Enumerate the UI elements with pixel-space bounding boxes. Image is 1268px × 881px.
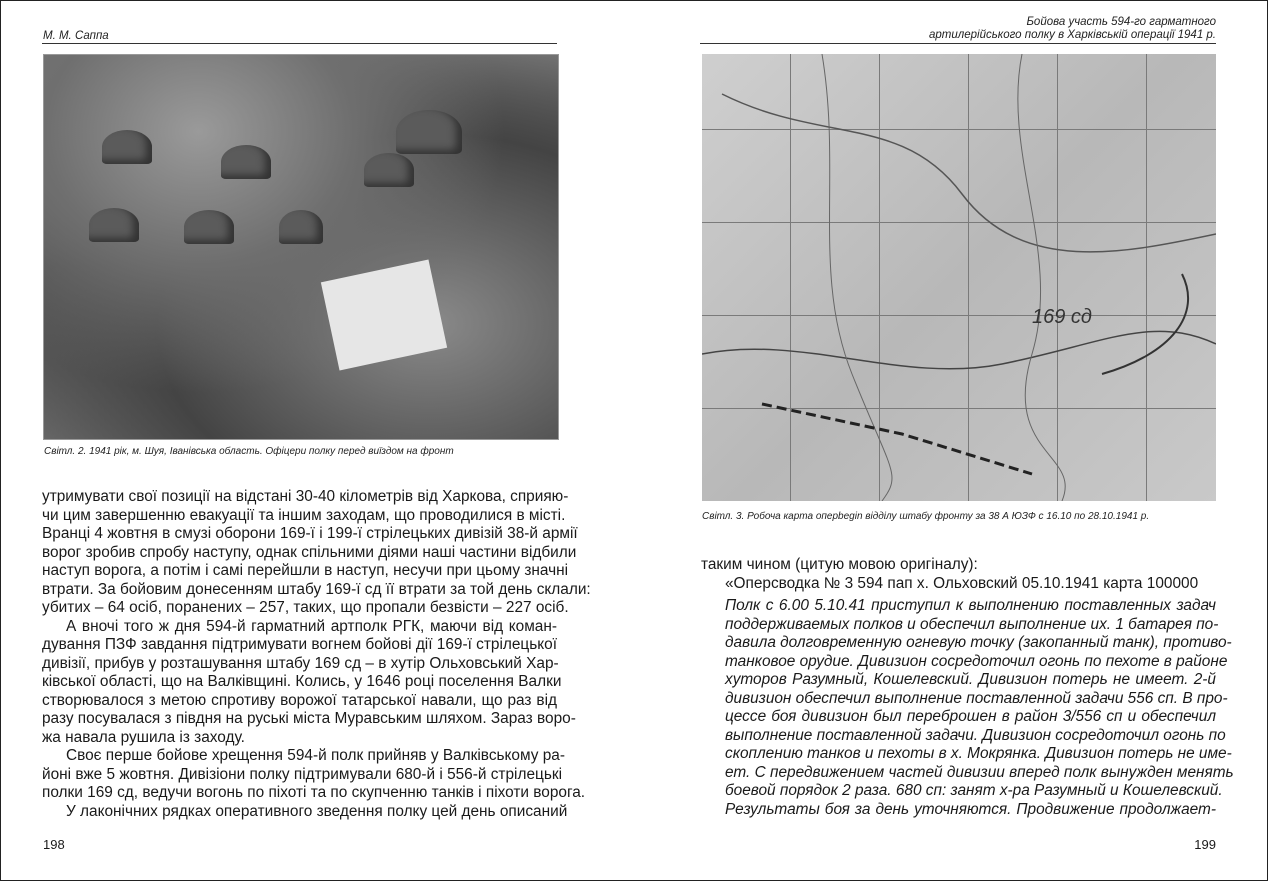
running-header-author: М. М. Саппа bbox=[43, 30, 109, 42]
text-line: выполнение поставленной задачи. Дивизион сосредоточил огонь по bbox=[725, 726, 1226, 744]
map-unit-label: 169 сд bbox=[1032, 306, 1092, 328]
text-line: дивізії, прибув у розташування штабу 169 сд – в хутір Ольховський Хар- bbox=[42, 654, 559, 672]
header-rule bbox=[700, 43, 1216, 44]
text-line: дивизион обеспечил выполнение поставленной задачи 556 сп. В про- bbox=[725, 689, 1228, 707]
left-body-text bbox=[42, 488, 591, 821]
running-header-title bbox=[929, 16, 1216, 42]
helmet bbox=[279, 210, 323, 244]
helmet bbox=[396, 110, 462, 154]
text-line: хуторов Разумный, Кошелевский. Дивизион потерь не имеет. 2-й bbox=[725, 671, 1216, 688]
text-line: ківської області, що на Валківщині. Колись, у 1646 році поселення Валки bbox=[42, 673, 562, 690]
running-header-line: Бойова участь 594-го гарматного bbox=[1026, 16, 1216, 28]
photo-caption: Світл. 2. 1941 рік, м. Шуя, Іванівська область. Офіцери полку перед виїздом на фронт bbox=[44, 446, 454, 457]
map-sheet-in-photo bbox=[321, 260, 447, 371]
quote-heading: «Оперсводка № 3 594 пап х. Ольховский 05.10.1941 карта 100000 bbox=[725, 574, 1199, 592]
text-line: Результаты боя за день уточняются. Продвижение продолжает- bbox=[725, 800, 1216, 818]
text-line: поддерживаемых полков и обеспечил выполнение их. 1 батарея по- bbox=[725, 615, 1219, 633]
text-line: цессе боя дивизион был переброшен в район 3/556 сп и обеспечил bbox=[725, 708, 1216, 725]
text-line: Своє перше бойове хрещення 594-й полк прийняв у Валківському ра- bbox=[66, 747, 565, 764]
text-line: Полк с 6.00 5.10.41 приступил к выполнению поставленных задач bbox=[725, 597, 1216, 614]
text-line: разу посувалася з півдня на руські міста Муравським шляхом. Зараз воро- bbox=[42, 710, 576, 727]
text-line: чи цим завершенню евакуації та іншим заходам, що проводилися в місті. bbox=[42, 506, 566, 524]
text-line: танковое орудие. Дивизион сосредоточил огонь по пехоте в районе bbox=[725, 652, 1228, 670]
text-line: дування ПЗФ завдання підтримувати вогнем бойові дії 169-ї стрілецької bbox=[42, 636, 557, 653]
text-line: ет. С передвижением частей дивизии вперед полк вынужден менять bbox=[725, 763, 1234, 781]
text-line: йоні вже 5 жовтня. Дивізіони полку підтримували 680-й і 556-й стрілецькі bbox=[42, 765, 562, 783]
text-line: давила долговременную огневую точку (закопанный танк), противо- bbox=[725, 634, 1232, 651]
text-line: таким чином (цитую мовою оригіналу): bbox=[701, 556, 978, 573]
page-number-left: 198 bbox=[43, 837, 65, 852]
helmet bbox=[221, 145, 271, 179]
text-line: втрати. За бойовим донесенням штабу 169-ї сд її втрати за той день склали: bbox=[42, 580, 591, 598]
text-line: утримувати свої позиції на відстані 30-40 кілометрів від Харкова, сприяю- bbox=[42, 488, 569, 505]
text-line: ворог зробив спробу наступу, однак спільними діями наші частини відбили bbox=[42, 543, 577, 561]
text-line: У лаконічних рядках оперативного зведення полку цей день описаний bbox=[66, 802, 568, 820]
page-number-right: 199 bbox=[1194, 837, 1216, 852]
text-line: А вночі того ж дня 594-й гарматний артполк РГК, маючи від коман- bbox=[66, 617, 557, 635]
text-line: Вранці 4 жовтня в смузі оборони 169-ї і 199-ї стрілецьких дивізій 38-й армії bbox=[42, 525, 578, 542]
helmet bbox=[102, 130, 152, 164]
helmet bbox=[89, 208, 139, 242]
map-caption: Світл. 3. Робоча карта оперbegin відділу штабу фронту за 38 А ЮЗФ с 16.10 по 28.10.1941 р. bbox=[702, 511, 1150, 522]
operations-map bbox=[702, 54, 1216, 501]
running-header-line: артилерійського полку в Харківській операції 1941 р. bbox=[928, 29, 1216, 41]
text-line: скоплению танков и пехоты в х. Мокрянка. Дивизион потерь не име- bbox=[725, 745, 1232, 762]
right-body-text bbox=[701, 556, 1234, 819]
text-line: убитих – 64 осіб, поранених – 257, таких, що пропали безвісти – 227 осіб. bbox=[42, 599, 569, 616]
text-line: наступ ворога, а потім і самі перейшли в наступ, несучи при цьому значні bbox=[42, 562, 569, 579]
text-line: боевой порядок 2 раза. 680 сп: занят х-ра Разумный и Кошелевский. bbox=[725, 782, 1223, 799]
helmet bbox=[184, 210, 234, 244]
text-line: полки 169 сд, ведучи вогонь по піхоті та по скупченню танків і піхоти ворога. bbox=[42, 784, 586, 801]
officers-photo bbox=[43, 54, 559, 440]
helmet bbox=[364, 153, 414, 187]
text-line: жа навала рушила із заходу. bbox=[42, 728, 245, 746]
quoted-report bbox=[701, 597, 1234, 819]
map-drawing bbox=[702, 54, 1216, 501]
header-rule bbox=[42, 43, 557, 44]
text-line: створювалося з метою спротиву ворожої татарської навали, що раз від bbox=[42, 691, 557, 709]
